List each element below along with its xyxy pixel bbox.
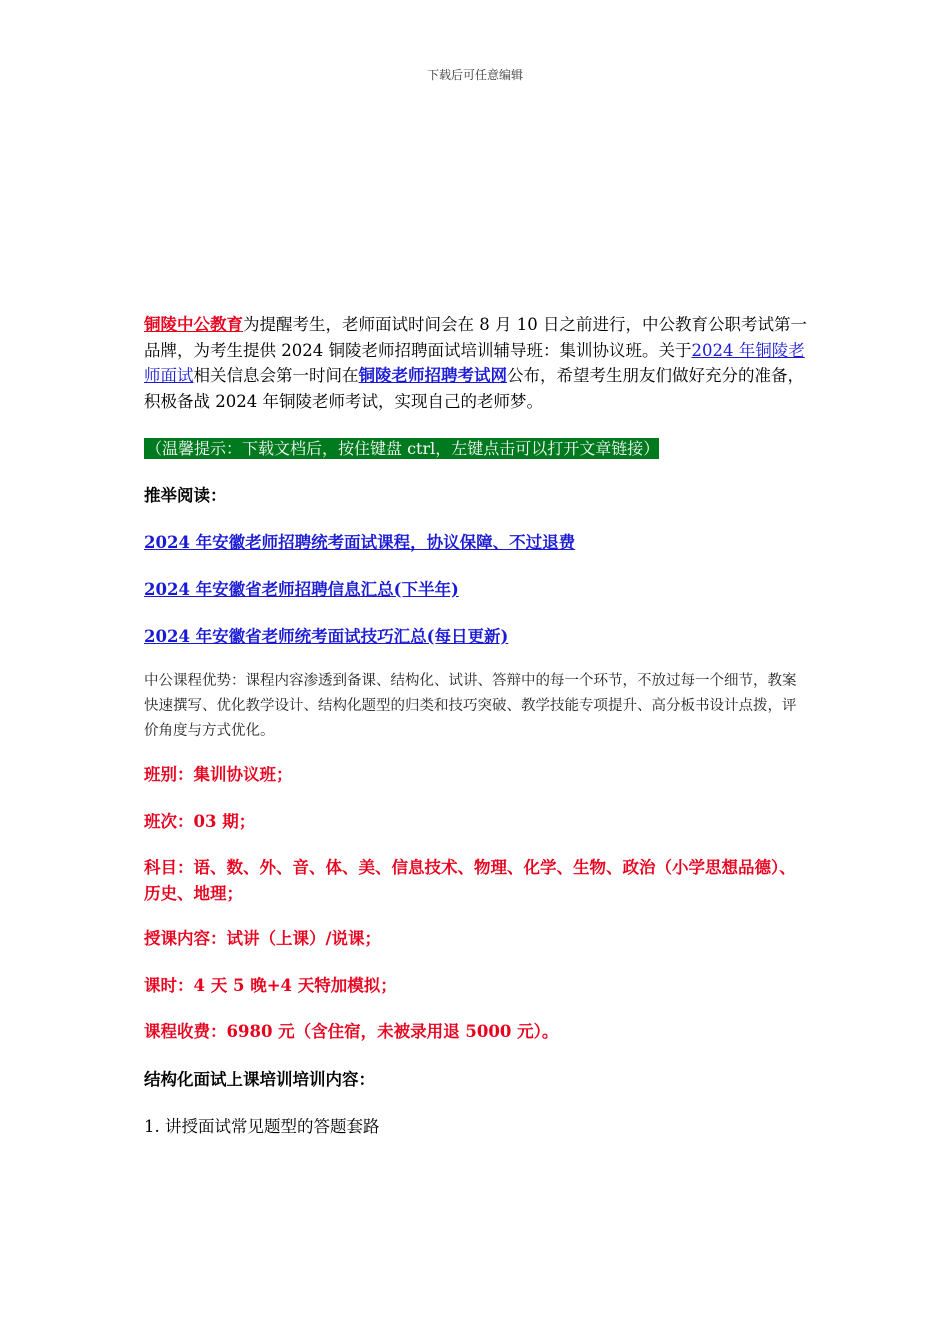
recommend-title: 推举阅读： xyxy=(144,486,227,505)
tip-banner: （温馨提示：下载文档后，按住键盘 ctrl，左键点击可以打开文章链接） xyxy=(146,439,660,458)
structured-item-1: 1. 讲授面试常见题型的答题套路 xyxy=(144,1116,380,1136)
class-session: 班次：03 期； xyxy=(144,811,256,831)
class-hours: 课时：4 天 5 晚+4 天特加模拟； xyxy=(144,975,397,995)
class-fee: 课程收费：6980 元（含住宿，未被录用退 5000 元）。 xyxy=(144,1022,559,1041)
recommend-link-1[interactable]: 2024 年安徽老师招聘统考面试课程，协议保障、不过退费 xyxy=(144,533,576,552)
interview-link[interactable]: 2024 年铜陵老师面试 xyxy=(144,340,805,385)
class-content: 授课内容：试讲（上课）/说课； xyxy=(144,929,382,948)
page-header-note: 下载后可任意编辑 xyxy=(426,68,523,82)
intro-text-2: 相关信息会第一时间在 xyxy=(193,366,359,385)
intro-text-3: 公布，希望考生朋友们做好充分的准备，积极备战 2024 年铜陵老师考试，实现自己的老师梦。 xyxy=(144,366,804,411)
class-subjects: 科目：语、数、外、音、体、美、信息技术、物理、化学、生物、政治（小学思想品德）、历史、地理； xyxy=(144,858,796,903)
recommend-link-3[interactable]: 2024 年安徽省老师统考面试技巧汇总(每日更新) xyxy=(144,627,509,646)
intro-text-1: 为提醒考生，老师面试时间会在 8 月 10 日之前进行，中公教育公职考试第一品牌，为考生提供 2024 铜陵老师招聘面试培训辅导班：集训协议班。关于 xyxy=(144,315,807,360)
advantage-paragraph: 中公课程优势：课程内容渗透到备课、结构化、试讲、答辩中的每一个环节，不放过每一个细节，教案快速撰写、优化教学设计、结构化题型的归类和技巧突破、教学技能专项提升、高分板书设计点拨，评价角度与方式优化。 xyxy=(144,673,797,739)
site-link[interactable]: 铜陵老师招聘考试网 xyxy=(358,366,507,385)
class-type: 班别：集训协议班； xyxy=(144,765,293,784)
recommend-link-2[interactable]: 2024 年安徽省老师招聘信息汇总(下半年) xyxy=(144,580,459,599)
org-link[interactable]: 铜陵中公教育 xyxy=(144,315,243,334)
intro-paragraph xyxy=(144,312,809,414)
document-body xyxy=(144,312,809,1139)
structured-title: 结构化面试上课培训培训内容： xyxy=(144,1069,375,1089)
